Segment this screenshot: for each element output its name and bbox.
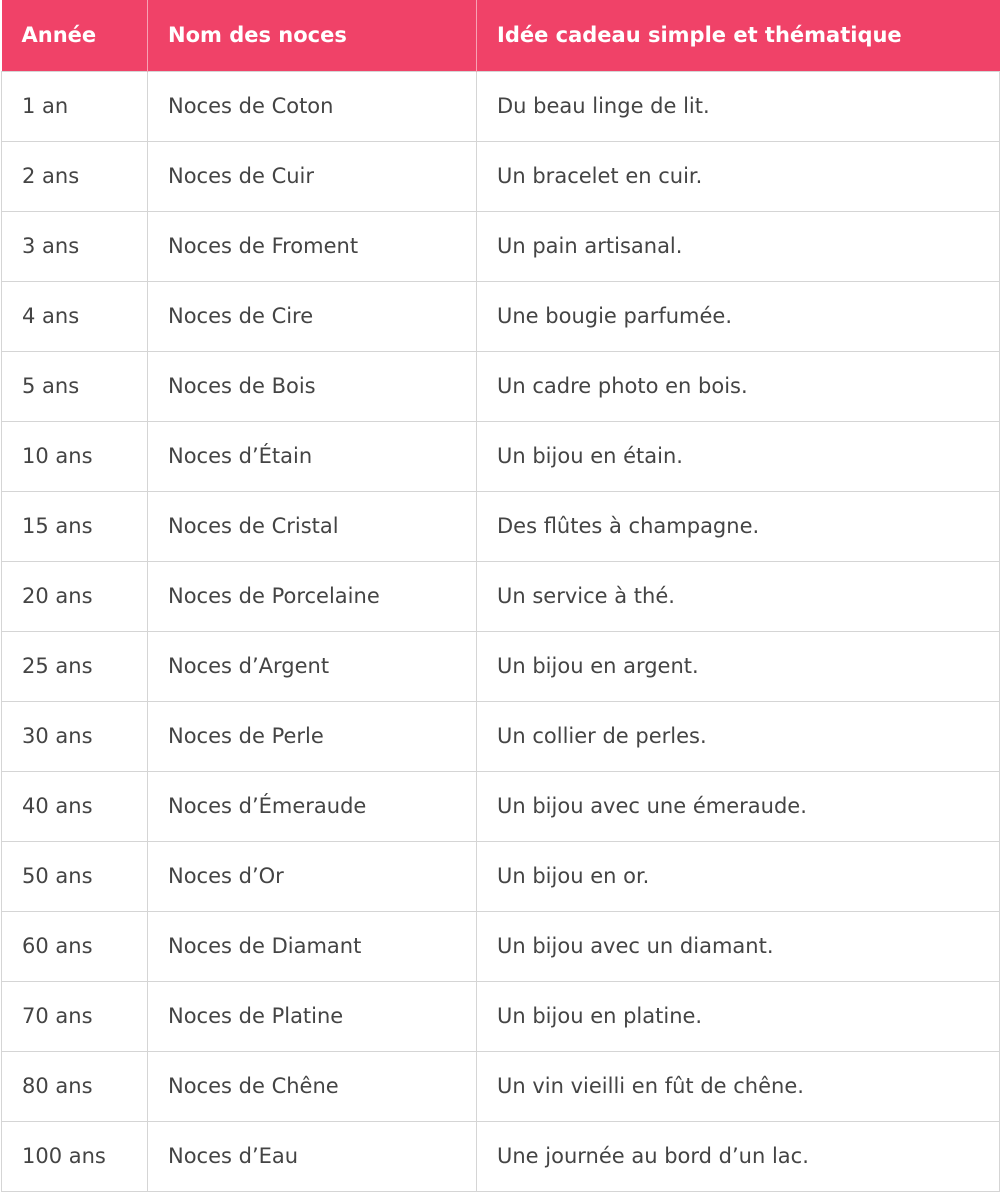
- table-row: [2, 911, 1000, 981]
- cell-anniversary-name: Noces de Platine: [148, 981, 477, 1051]
- table-row: [2, 561, 1000, 631]
- cell-anniversary-name: Noces d’Émeraude: [148, 771, 477, 841]
- table-row: [2, 211, 1000, 281]
- cell-gift-idea: Un cadre photo en bois.: [477, 351, 1000, 421]
- cell-year: 25 ans: [2, 631, 148, 701]
- cell-year: 80 ans: [2, 1051, 148, 1121]
- cell-year: 2 ans: [2, 141, 148, 211]
- cell-gift-idea: Un pain artisanal.: [477, 211, 1000, 281]
- cell-gift-idea: Un bijou en étain.: [477, 421, 1000, 491]
- cell-gift-idea: Un collier de perles.: [477, 701, 1000, 771]
- cell-gift-idea: Un bracelet en cuir.: [477, 141, 1000, 211]
- table-row: [2, 841, 1000, 911]
- header-anniversary-name: Nom des noces: [148, 0, 477, 71]
- anniversary-table: [1, 0, 1000, 1192]
- table-row: [2, 771, 1000, 841]
- cell-gift-idea: Un bijou en or.: [477, 841, 1000, 911]
- table-row: [2, 1121, 1000, 1191]
- cell-anniversary-name: Noces de Perle: [148, 701, 477, 771]
- cell-anniversary-name: Noces d’Étain: [148, 421, 477, 491]
- cell-gift-idea: Du beau linge de lit.: [477, 71, 1000, 141]
- cell-anniversary-name: Noces de Diamant: [148, 911, 477, 981]
- table-row: [2, 141, 1000, 211]
- table-row: [2, 71, 1000, 141]
- cell-gift-idea: Un bijou en platine.: [477, 981, 1000, 1051]
- header-row: [2, 0, 1000, 71]
- cell-year: 70 ans: [2, 981, 148, 1051]
- cell-anniversary-name: Noces de Froment: [148, 211, 477, 281]
- anniversary-table-container: [1, 0, 999, 1192]
- cell-anniversary-name: Noces d’Argent: [148, 631, 477, 701]
- cell-year: 5 ans: [2, 351, 148, 421]
- table-row: [2, 281, 1000, 351]
- header-gift-idea: Idée cadeau simple et thématique: [477, 0, 1000, 71]
- cell-year: 30 ans: [2, 701, 148, 771]
- cell-gift-idea: Une journée au bord d’un lac.: [477, 1121, 1000, 1191]
- cell-anniversary-name: Noces de Coton: [148, 71, 477, 141]
- cell-anniversary-name: Noces de Cristal: [148, 491, 477, 561]
- cell-anniversary-name: Noces d’Or: [148, 841, 477, 911]
- cell-gift-idea: Un vin vieilli en fût de chêne.: [477, 1051, 1000, 1121]
- table-body: [2, 71, 1000, 1191]
- table-row: [2, 1051, 1000, 1121]
- cell-gift-idea: Un bijou avec un diamant.: [477, 911, 1000, 981]
- table-row: [2, 981, 1000, 1051]
- header-year: Année: [2, 0, 148, 71]
- cell-gift-idea: Une bougie parfumée.: [477, 281, 1000, 351]
- table-row: [2, 351, 1000, 421]
- cell-year: 3 ans: [2, 211, 148, 281]
- table-header: [2, 0, 1000, 71]
- cell-gift-idea: Un bijou avec une émeraude.: [477, 771, 1000, 841]
- table-row: [2, 491, 1000, 561]
- cell-anniversary-name: Noces de Cuir: [148, 141, 477, 211]
- cell-year: 20 ans: [2, 561, 148, 631]
- cell-gift-idea: Des flûtes à champagne.: [477, 491, 1000, 561]
- cell-year: 50 ans: [2, 841, 148, 911]
- cell-year: 4 ans: [2, 281, 148, 351]
- cell-anniversary-name: Noces de Chêne: [148, 1051, 477, 1121]
- cell-year: 40 ans: [2, 771, 148, 841]
- cell-gift-idea: Un bijou en argent.: [477, 631, 1000, 701]
- cell-gift-idea: Un service à thé.: [477, 561, 1000, 631]
- cell-year: 60 ans: [2, 911, 148, 981]
- cell-anniversary-name: Noces de Cire: [148, 281, 477, 351]
- table-row: [2, 701, 1000, 771]
- cell-year: 100 ans: [2, 1121, 148, 1191]
- cell-anniversary-name: Noces de Porcelaine: [148, 561, 477, 631]
- cell-year: 1 an: [2, 71, 148, 141]
- cell-anniversary-name: Noces de Bois: [148, 351, 477, 421]
- cell-year: 10 ans: [2, 421, 148, 491]
- cell-anniversary-name: Noces d’Eau: [148, 1121, 477, 1191]
- table-row: [2, 421, 1000, 491]
- cell-year: 15 ans: [2, 491, 148, 561]
- table-row: [2, 631, 1000, 701]
